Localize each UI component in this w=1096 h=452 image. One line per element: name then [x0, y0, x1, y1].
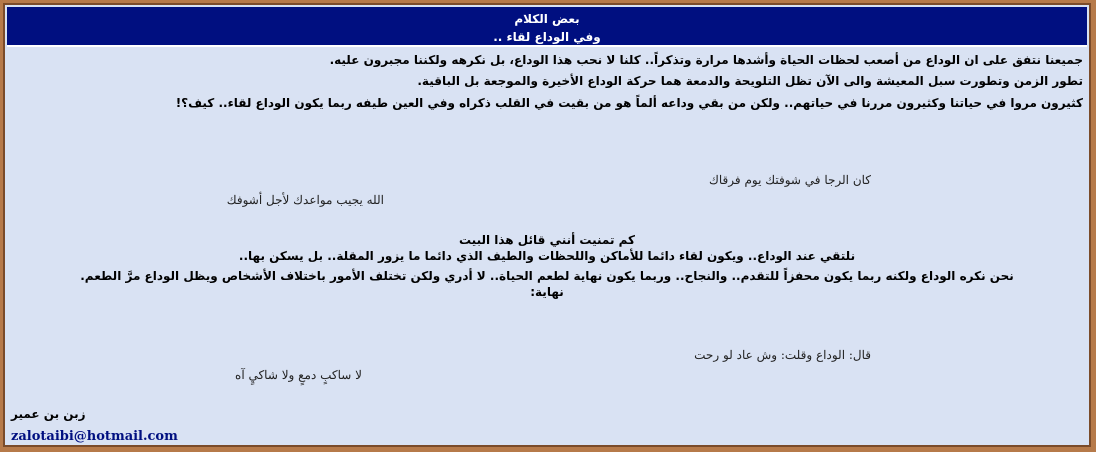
author-name: زبن بن عمير [11, 407, 86, 421]
poem-2-line-2: لا ساكبٍ دمعٍ ولا شاكيٍ آه [235, 368, 362, 382]
center-line-4: نهاية: [530, 285, 564, 299]
center-line-2: نلتقي عند الوداع.. ويكون لقاء دائما للأماكن واللحظات والطيف الذي دائما ما يزور المقلة.. بل يسكن بها.. [238, 249, 856, 263]
poem-2-line-1: قال: الوداع وقلت: وش عاد لو رحت [694, 348, 871, 362]
center-line-3: نحن نكره الوداع ولكنه ربما يكون محفزاً للتقدم.. والنجاح.. وربما يكون نهاية لطعم الحياة.. لا أدري ولكن تختلف الأمور باختلاف الأشخاص ويظل الوداع مرَّ الطعم. [80, 269, 1014, 283]
poem-1-line-1: كان الرجا في شوفتك يوم فرقاك [708, 173, 871, 187]
poem-1-line-2: الله يجيب مواعدك لأجل أشوفك [226, 193, 384, 207]
author-email-link[interactable]: zalotaibi@hotmail.com [11, 429, 178, 444]
paragraph-1: جميعنا نتفق على ان الوداع من أصعب لحظات الحياة وأشدها مرارة وتذكراً.. كلنا لا نحب هذا الوداع، بل نكرهه ولكننا مجبرون عليه. [329, 53, 1083, 67]
article-frame [3, 3, 1091, 447]
article-header [7, 7, 1087, 47]
center-line-1: كم تمنيت أنني قائل هذا البيت [458, 233, 636, 247]
paragraph-2: تطور الزمن وتطورت سبل المعيشة والى الآن تظل التلويحة والدمعة هما حركة الوداع الأخيرة والموجعة بل الباقية. [417, 74, 1083, 88]
paragraph-3: كثيرون مروا في حياتنا وكثيرون مررنا في حياتهم.. ولكن من بقي وداعه ألماً هو من بقيت في القلب ذكراه وفي العين طيفه ربما يكون الوداع لقاء.. كيف؟! [175, 96, 1083, 110]
header-title: بعض الكلام [514, 12, 580, 26]
header-subtitle: .. وفي الوداع لقاء [493, 30, 601, 44]
